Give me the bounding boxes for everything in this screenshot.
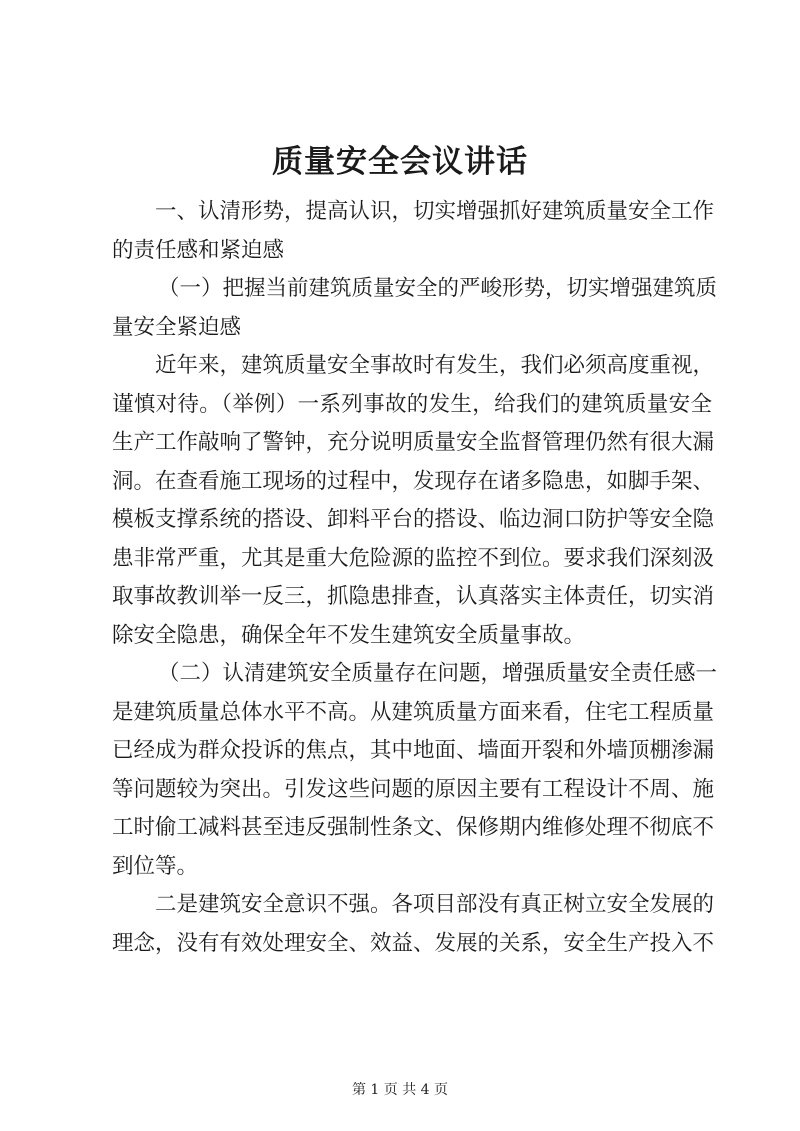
text-line: 患非常严重，尤其是重大危险源的监控不到位。要求我们深刻汲	[112, 545, 715, 571]
text-line: （二）认清建筑安全质量存在问题，增强质量安全责任感一	[158, 661, 718, 686]
text-line: 工时偷工减料甚至违反强制性条文、保修期内维修处理不彻底不	[112, 815, 715, 840]
text-line: 模板支撑系统的搭设、卸料平台的搭设、临边洞口防护等安全隐	[112, 507, 715, 532]
paragraph-body-2	[112, 886, 715, 963]
text-line: 谨慎对待。（举例）一系列事故的发生，给我们的建筑质量安全	[112, 391, 712, 417]
text-line: 近年来，建筑质量安全事故时有发生，我们必须高度重视，	[155, 353, 715, 378]
paragraph-subheading-1	[112, 270, 718, 347]
text-line: 理念，没有有效处理安全、效益、发展的关系，安全生产投入不	[112, 930, 715, 956]
page-footer: 第 1 页 共 4 页	[351, 1082, 449, 1098]
text-line: 量安全紧迫感	[112, 314, 242, 340]
text-line: 到位等。	[112, 853, 199, 879]
document-title: 质量安全会议讲话	[272, 144, 528, 180]
text-line: 洞。在查看施工现场的过程中，发现存在诸多隐患，如脚手架、	[112, 468, 715, 494]
text-line: （一）把握当前建筑质量安全的严峻形势，切实增强建筑质	[158, 276, 718, 301]
document-body	[112, 193, 718, 963]
paragraph-subheading-2	[112, 655, 718, 886]
text-line: 一、认清形势，提高认识，切实增强抓好建筑质量安全工作	[155, 199, 715, 224]
paragraph-heading-1	[112, 193, 715, 270]
text-line: 的责任感和紧迫感	[112, 237, 285, 263]
text-line: 等问题较为突出。引发这些问题的原因主要有工程设计不周、施	[112, 776, 715, 802]
text-line: 生产工作敲响了警钟，充分说明质量安全监督管理仍然有很大漏	[112, 430, 715, 455]
text-line: 除安全隐患，确保全年不发生建筑安全质量事故。	[112, 622, 586, 648]
paragraph-body-1	[112, 347, 715, 655]
text-line: 已经成为群众投诉的焦点，其中地面、墙面开裂和外墙顶棚渗漏	[112, 738, 715, 763]
text-line: 是建筑质量总体水平不高。从建筑质量方面来看，住宅工程质量	[112, 699, 715, 725]
text-line: 二是建筑安全意识不强。各项目部没有真正树立安全发展的	[155, 892, 715, 917]
text-line: 取事故教训举一反三，抓隐患排查，认真落实主体责任，切实消	[112, 584, 715, 609]
